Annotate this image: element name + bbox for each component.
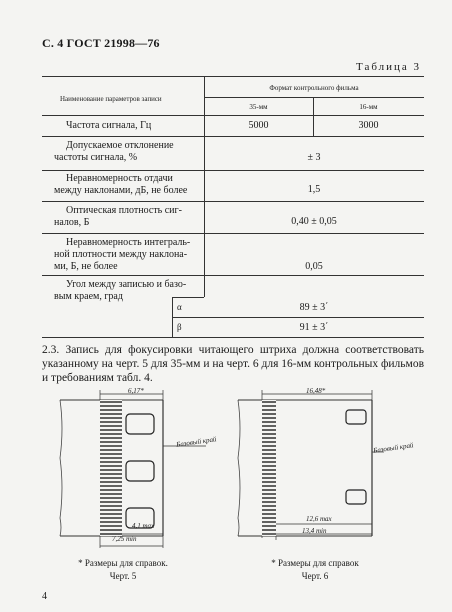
- fig5-dim-min: 7,25 min: [112, 535, 137, 543]
- row-angle-alpha-label: α: [177, 302, 182, 312]
- row-integral-param-1: Неравномерность интеграль-: [66, 237, 191, 248]
- fig5-dim-top: 6,17*: [128, 387, 144, 395]
- row-deviation-value: ± 3: [307, 152, 321, 163]
- page-number: 4: [42, 591, 47, 602]
- row-density-param-1: Оптическая плотность сиг-: [66, 205, 182, 216]
- row-frequency-35: 5000: [248, 120, 269, 131]
- row-angle-param-2: вым краем, град: [54, 291, 123, 302]
- fig6-caption: Черт. 6: [301, 571, 329, 581]
- row-angle-alpha-value: 89 ± 3΄: [299, 302, 329, 313]
- row-density-value: 0,40 ± 0,05: [291, 216, 337, 227]
- section-paragraph: 2.3. Запись для фокусировки читающего штриха должна соответствовать указанному на черт. 5 для 35-мм и на черт. 6 для 16-мм контрольных фильмов и требованиям табл. 4.: [42, 344, 424, 384]
- fig5-caption: Черт. 5: [109, 571, 137, 581]
- fig6-base-edge-label: Базовый край: [372, 441, 414, 455]
- fig6-dim-max: 12,6 max: [306, 515, 332, 523]
- fig5-note: * Размеры для справок.: [78, 558, 168, 568]
- row-angle-beta-label: β: [177, 322, 182, 332]
- fig6-note: * Размеры для справок: [271, 558, 359, 568]
- fig5-base-edge-label: Базовый край: [175, 435, 217, 449]
- col-35mm-header: 35-мм: [249, 103, 268, 111]
- row-deviation-param-1: Допускаемое отклонение: [66, 140, 174, 151]
- row-angle-param-1: Угол между записью и базо-: [66, 279, 187, 290]
- row-deviation-param-2: частоты сигнала, %: [54, 152, 138, 163]
- row-unevenness-param-1: Неравномерность отдачи: [66, 173, 173, 184]
- fig5-dim-max: 4,1 max: [132, 522, 155, 530]
- row-unevenness-value: 1,5: [307, 184, 321, 195]
- col-16mm-header: 16-мм: [359, 103, 378, 111]
- row-integral-param-3: ми, Б, не более: [54, 261, 118, 272]
- row-frequency-param: Частота сигнала, Гц: [66, 120, 152, 131]
- row-frequency-16: 3000: [358, 120, 379, 131]
- table-title: Таблица 3: [356, 61, 422, 73]
- figure-5-drawing: [58, 388, 208, 556]
- row-density-param-2: налов, Б: [54, 217, 90, 228]
- col-format-header: Формат контрольного фильма: [269, 84, 359, 92]
- page-header: С. 4 ГОСТ 21998—76: [42, 36, 160, 50]
- fig6-dim-top: 16,48*: [306, 387, 326, 395]
- col-param-header: Наименование параметров записи: [60, 95, 162, 103]
- row-angle-beta-value: 91 ± 3΄: [299, 322, 329, 333]
- fig6-dim-min: 13,4 min: [302, 527, 327, 535]
- row-unevenness-param-2: между наклонами, дБ, не более: [54, 185, 188, 196]
- row-integral-param-2: ной плотности между наклона-: [54, 249, 188, 260]
- row-integral-value: 0,05: [305, 261, 323, 272]
